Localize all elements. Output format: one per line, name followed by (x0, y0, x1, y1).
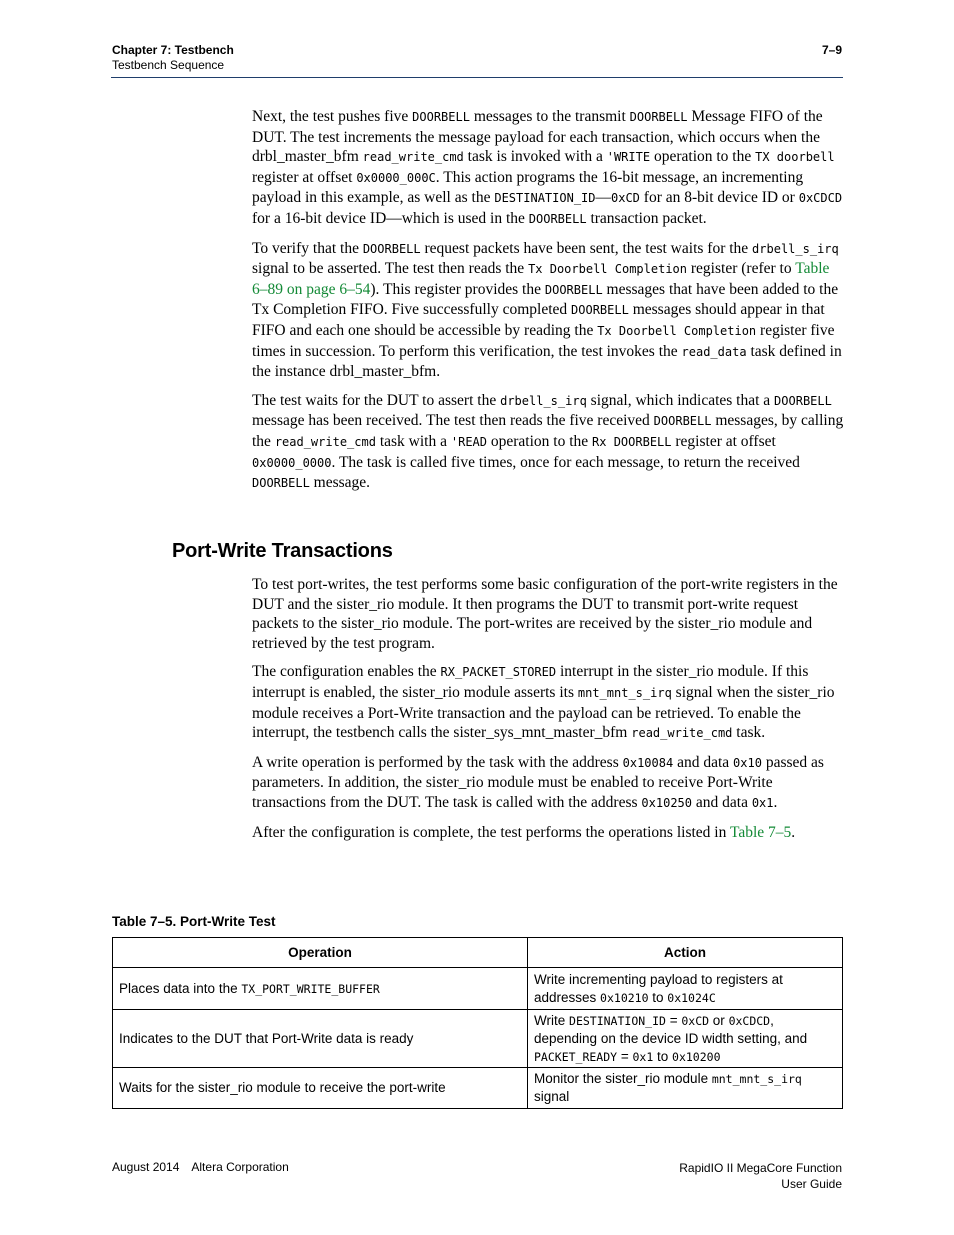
action-cell: Write DESTINATION_ID = 0xCD or 0xCDCD, depending on the device ID width setting, and PACKET_READY = 0x1 to 0x10200 (528, 1010, 843, 1068)
table-caption: Table 7–5. Port-Write Test (112, 914, 276, 929)
action-cell: Write incrementing payload to registers at addresses 0x10210 to 0x1024C (528, 968, 843, 1010)
column-header-action: Action (528, 938, 843, 968)
footer-left (112, 1160, 289, 1174)
table-6-89-link[interactable]: Table 6–89 on page 6–54 (252, 260, 830, 298)
operation-cell: Indicates to the DUT that Port-Write data is ready (113, 1010, 528, 1068)
paragraph: The configuration enables the RX_PACKET_STORED interrupt in the sister_rio module. If this interrupt is enabled, the sister_rio module asserts its mnt_mnt_s_irq signal when the sister_rio module receives a Port-Write transaction and the payload can be retrieved. To enable the interrupt, the testbench calls the sister_sys_mnt_master_bfm read_write_cmd task. (252, 663, 835, 742)
paragraph: Next, the test pushes five DOORBELL messages to the transmit DOORBELL Message FIFO of the DUT. The test increments the message payload for each transaction, which occurs when the drbl_master_bfm read_write_cmd task is invoked with a 'WRITE operation to the TX doorbell register at offset 0x0000_000C. This action programs the 16-bit message, an incrementing payload in this example, as well as the DESTINATION_ID—0xCD for an 8-bit device ID or 0xCDCD for a 16-bit device ID—which is used in the DOORBELL transaction packet. (252, 108, 843, 227)
running-header (112, 43, 234, 73)
paragraph: To verify that the DOORBELL request packets have been sent, the test waits for the drbell_s_irq signal to be asserted. The test then reads the Tx Doorbell Completion register (refer to Table 6–89 on page 6–54). This register provides the DOORBELL messages that have been added to the Tx Completion FIFO. Five successfully completed DOORBELL messages should appear in that FIFO and each one should be accessible by reading the Tx Doorbell Completion register five times in succession. To perform this verification, the test invokes the read_data task defined in the instance drbl_master_bfm. (252, 239, 842, 381)
port-write-text (252, 575, 844, 851)
footer-doc-title: RapidIO II MegaCore Function (679, 1161, 842, 1175)
table-7-5-link[interactable]: Table 7–5 (729, 823, 792, 841)
paragraph: A write operation is performed by the task with the address 0x10084 and data 0x10 passed as parameters. In addition, the sister_rio module must be enabled to receive Port-Write transactions from the DUT. The task is called with the address 0x10250 and data 0x1. (252, 753, 824, 811)
section-name: Testbench Sequence (112, 58, 225, 72)
paragraph: The test waits for the DUT to assert the drbell_s_irq signal, which indicates that a DOORBELL message has been received. The test then reads the five received DOORBELL messages, by calling the read_write_cmd task with a 'READ operation to the Rx DOORBELL register at offset 0x0000_0000. The task is called five times, once for each message, to return the received DOORBELL message. (252, 391, 844, 492)
operation-cell: Places data into the TX_PORT_WRITE_BUFFER (113, 968, 528, 1010)
doorbell-text (252, 107, 844, 503)
page-number: 7–9 (821, 43, 842, 57)
column-header-operation: Operation (113, 938, 528, 968)
footer-doc-type: User Guide (781, 1177, 842, 1191)
paragraph: After the configuration is complete, the test performs the operations listed in Table 7–5. (252, 823, 796, 841)
table-row (113, 1010, 843, 1068)
port-write-test-table (112, 937, 843, 1109)
paragraph: To test port-writes, the test performs some basic configuration of the port-write registers in the DUT and the sister_rio module. It then programs the DUT to transmit port-write request packets to the sister_rio module. The port-writes are received by the sister_rio module and retrieved by the test program. (252, 576, 838, 652)
action-cell: Monitor the sister_rio module mnt_mnt_s_irq signal (528, 1068, 843, 1109)
table-row (113, 1068, 843, 1109)
footer-company: Altera Corporation (191, 1160, 289, 1174)
header-rule (111, 77, 843, 78)
chapter-title: Chapter 7: Testbench (112, 43, 234, 57)
footer-date: August 2014 (112, 1160, 180, 1174)
operation-cell: Waits for the sister_rio module to receive the port-write (113, 1068, 528, 1109)
table-header-row (113, 938, 843, 968)
section-heading: Port-Write Transactions (172, 540, 393, 562)
table-row (113, 968, 843, 1010)
footer-right (679, 1160, 842, 1192)
